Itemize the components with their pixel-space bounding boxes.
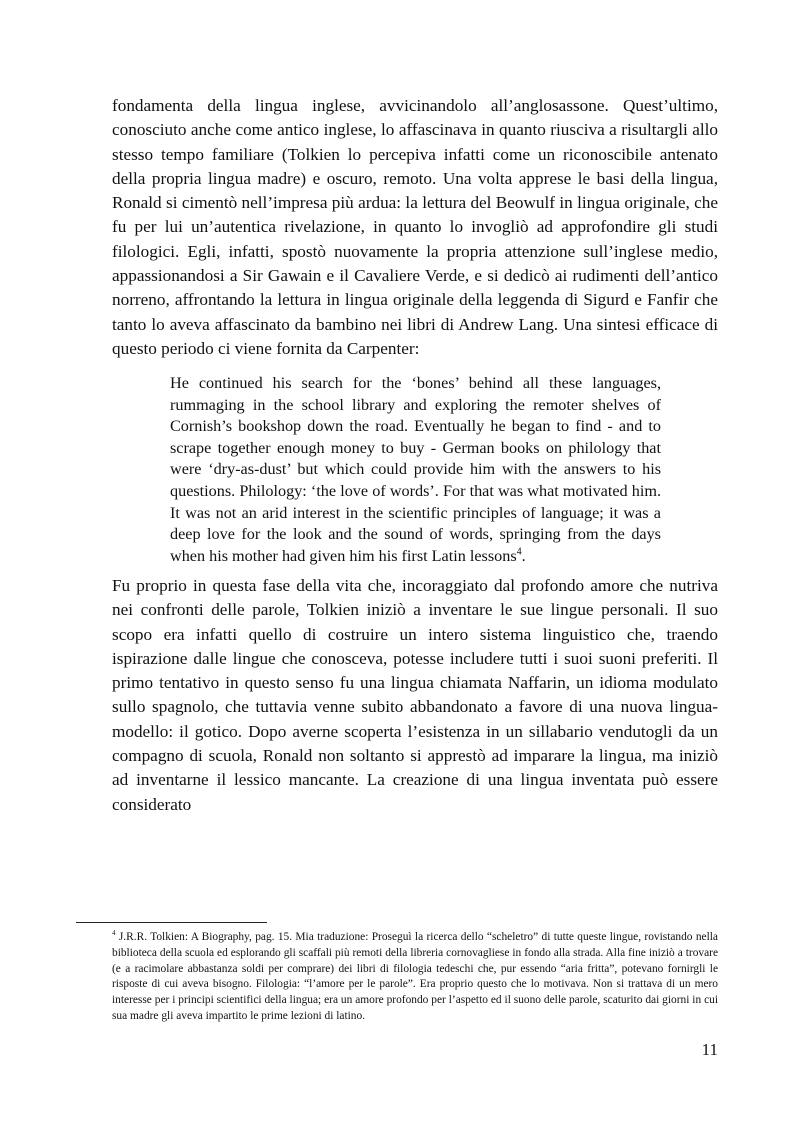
footnote-separator: [76, 922, 267, 923]
block-quote-text: He continued his search for the ‘bones’ behind all these languages, rummaging in the school library and exploring the remoter shelves of Cornish’s bookshop down the road. Eventually he began to find - and to scrape together enough money to buy - German books on philology that were ‘dry-as-dust’ but which could provide him with the answers to his questions. Philology: ‘the love of words’. For that was what motivated him. It was not an arid interest in the scientific principles of language; it was a deep love for the look and the sound of words, springing from the days when his mother had given him his first Latin lessons: [170, 374, 661, 565]
footnote: [112, 930, 718, 1025]
footnote-number: 4: [112, 929, 116, 938]
footnote-reference: 4: [516, 546, 522, 558]
footnote-text: J.R.R. Tolkien: A Biography, pag. 15. Mia traduzione: Proseguì la ricerca dello “scheletro” di tutte queste lingue, rovistando nella biblioteca della scuola ed esplorando gli scaffali più remoti della libreria cornovagliese in fondo alla strada. Alla fine iniziò a trovare (e a racimolare abbastanza soldi per comprare) dei libri di filologia tedeschi che, pur essendo “aria fritta”, potevano fornirgli le risposte di cui aveva bisogno. Filologia: “l’amore per le parole”. Era proprio questo che lo motivava. Non si trattava di un mero interesse per i principi scientifici della lingua; era un amore profondo per l’aspetto ed il suono delle parole, scaturito dai giorni in cui sua madre gli aveva impartito le prime lezioni di latino.: [112, 931, 718, 1022]
page-number: 11: [701, 1040, 718, 1059]
body-paragraph-2: Fu proprio in questa fase della vita che, incoraggiato dal profondo amore che nutriva nei confronti delle parole, Tolkien iniziò a inventare le sue lingue personali. Il suo scopo era infatti quello di costruire un intero sistema linguistico che, traendo ispirazione dalle lingue che conosceva, potesse includere tutti i suoi suoni preferiti. Il primo tentativo in questo senso fu una lingua chiamata Naffarin, un idioma modulato sullo spagnolo, che tuttavia venne subito abbandonato a favore di una nuova lingua-modello: il gotico. Dopo averne scoperta l’esistenza in un sillabario vendutogli da un compagno di scuola, Ronald non soltanto si apprestò ad imparare la lingua, ma iniziò ad inventarne il lessico mancante. La creazione di una lingua inventata può essere considerato: [112, 576, 718, 814]
body-paragraph-1: fondamenta della lingua inglese, avvicinandolo all’anglosassone. Quest’ultimo, conosciuto anche come antico inglese, lo affascinava in quanto riusciva a risultargli allo stesso tempo familiare (Tolkien lo percepiva infatti come un riconoscibile antenato della propria lingua madre) e oscuro, remoto. Una volta apprese le basi della lingua, Ronald si cimentò nell’impresa più ardua: la lettura del Beowulf in lingua originale, che fu per lui un’autentica rivelazione, in quanto lo invogliò ad approfondire gli studi filologici. Egli, infatti, spostò nuovamente la propria attenzione sull’inglese medio, appassionandosi a Sir Gawain e il Cavaliere Verde, e si dedicò ai rudimenti dell’antico norreno, affrontando la lettura in lingua originale della leggenda di Sigurd e Fanfir che tanto lo aveva affascinato da bambino nei libri di Andrew Lang. Una sintesi efficace di questo periodo ci viene fornita da Carpenter:: [112, 96, 718, 358]
block-quote: He continued his search for the ‘bones’ behind all these languages, rummaging in the school library and exploring the remoter shelves of Cornish’s bookshop down the road. Eventually he began to find - and to scrape together enough money to buy - German books on philology that were ‘dry-as-dust’ but which could provide him with the answers to his questions. Philology: ‘the love of words’. For that was what motivated him. It was not an arid interest in the scientific principles of language; it was a deep love for the look and the sound of words, springing from the days when his mother had given him his first Latin lessons$^4$.: [170, 374, 661, 565]
